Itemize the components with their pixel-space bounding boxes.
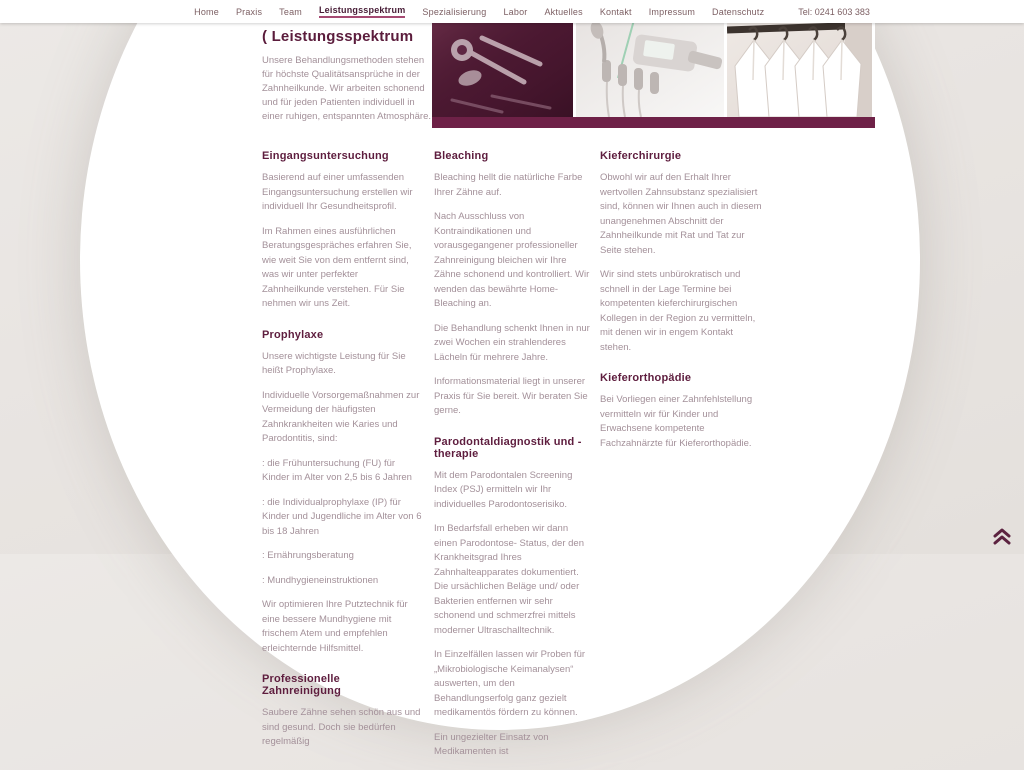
services-column-1: [262, 150, 422, 760]
page-title: ( Leistungsspektrum: [262, 28, 414, 45]
section-title-prophylaxe: Prophylaxe: [262, 328, 324, 341]
nav-item-kontakt[interactable]: Kontakt: [599, 6, 632, 17]
banner-maroon-bar: [432, 117, 875, 128]
scroll-to-top-button[interactable]: [990, 524, 1014, 548]
photo-dental-drills: [432, 20, 573, 117]
section-title-kieferchirurgie: Kieferchirurgie: [600, 150, 682, 162]
section-paragraph: Wir sind stets unbürokratisch und schnell in der Lage Termine bei kompetenten kieferchirurgischen Kollegen in der Region zu vermitteln, mit denen wir in engem Kontakt stehen.: [600, 269, 756, 353]
section-paragraph: Unsere wichtigste Leistung für Sie heißt Prophylaxe.: [262, 350, 406, 376]
services-column-2: [434, 150, 592, 770]
section-paragraph: Mit dem Parodontalen Screening Index (PSJ) ermitteln wir Ihr individuelles Parodontoserisiko.: [434, 469, 573, 510]
nav-item-leistungsspektrum[interactable]: Leistungsspektrum: [319, 5, 405, 18]
section-paragraph: : die Individualprophylaxe (IP) für Kinder und Jugendliche im Alter von 6 bis 18 Jahren: [262, 496, 422, 537]
section-paragraph: Obwohl wir auf den Erhalt Ihrer wertvollen Zahnsubstanz spezialisiert sind, können wir Ihnen auch in diesem unangenehmen Abschnitt der Zahnheilkunde mit Rat und Tat zur Seite stehen.: [600, 172, 762, 256]
nav-item-datenschutz[interactable]: Datenschutz: [712, 6, 765, 17]
section-title-eingangsuntersuchung: Eingangsuntersuchung: [262, 150, 389, 162]
section-paragraph: Wir optimieren Ihre Putztechnik für eine bessere Mundhygiene mit frischem Atem und empfehlen erleichternde Hilfsmittel.: [262, 599, 408, 654]
nav-item-team[interactable]: Team: [279, 6, 302, 17]
section-paragraph: : Mundhygieneinstruktionen: [262, 574, 379, 586]
main-nav: [194, 5, 870, 18]
nav-item-home[interactable]: Home: [194, 6, 219, 17]
section-paragraph: : Ernährungsberatung: [262, 550, 354, 561]
section-paragraph: Bei Vorliegen einer Zahnfehlstellung vermitteln wir für Kinder und Erwachsene kompetente Fachzahnärzte für Kieferorthopädie.: [600, 394, 753, 449]
chevron-double-up-icon: [993, 528, 1011, 545]
photo-lab-coats: [727, 20, 872, 117]
section-paragraph: Saubere Zähne sehen schön aus und sind gesund. Doch sie bedürfen regelmäßig: [262, 707, 421, 747]
section-paragraph: Ein ungezielter Einsatz von Medikamenten ist: [434, 731, 549, 757]
section-paragraph: Nach Ausschluss von Kontraindikationen und vorausgegangener professioneller Zahnreinigung bleichen wir Ihre Zähne schonend und kontrolliert. Wir wenden das bewährte Home-Bleaching an.: [434, 211, 590, 309]
top-navigation-bar: [0, 0, 1024, 23]
section-paragraph: : die Frühuntersuchung (FU) für Kinder im Alter von 2,5 bis 6 Jahren: [262, 457, 412, 483]
section-paragraph: Informationsmaterial liegt in unserer Praxis für Sie bereit. Wir beraten Sie gerne.: [434, 376, 588, 416]
intro-text: Unsere Behandlungsmethoden stehen für höchste Qualitätsansprüche in der Zahnheilkunde. Wir arbeiten schonend und für jeden Patienten individuell in einer ruhigen, entspannten Atmosphäre.: [262, 55, 432, 122]
section-title-kieferorthopaedie: Kieferorthopädie: [600, 372, 692, 384]
nav-item-praxis[interactable]: Praxis: [235, 6, 263, 17]
section-title-professionelle-zahnreinigung: Professionelle Zahnreinigung: [262, 673, 341, 697]
phone-number[interactable]: Tel: 0241 603 383: [798, 6, 870, 17]
nav-item-impressum[interactable]: Impressum: [648, 6, 696, 17]
intro-block: [262, 28, 434, 124]
section-paragraph: Basierend auf einer umfassenden Eingangsuntersuchung erstellen wir individuell Ihr Gesundheitsprofil.: [262, 172, 413, 212]
section-paragraph: In Einzelfällen lassen wir Proben für „Mikrobiologische Keimanalysen“ auswerten, um den Behandlungserfolg ganz gezielt medikamentös fördern zu können.: [434, 649, 586, 718]
nav-item-aktuelles[interactable]: Aktuelles: [544, 6, 583, 17]
section-title-parodontaldiagnostik: Parodontaldiagnostik und -therapie: [434, 435, 582, 460]
section-title-bleaching: Bleaching: [434, 150, 489, 162]
nav-item-spezialisierung[interactable]: Spezialisierung: [422, 6, 487, 17]
section-paragraph: Im Rahmen eines ausführlichen Beratungsgespräches erfahren Sie, wie weit Sie von dem entfernt sind, was wir unter perfekter Zahnheilkunde verstehen. Für Sie nehmen wir uns Zeit.: [262, 225, 412, 309]
banner: [432, 20, 875, 128]
section-paragraph: Bleaching hellt die natürliche Farbe Ihrer Zähne auf.: [434, 172, 583, 198]
section-paragraph: Die Behandlung schenkt Ihnen in nur zwei Wochen ein strahlenderes Lächeln für mehrere Jahre.: [434, 322, 590, 363]
banner-photo-strip: [432, 20, 875, 117]
section-paragraph: Im Bedarfsfall erheben wir dann einen Parodontose- Status, der den Krankheitsgrad Ihres Zahnhalteapparates dokumentiert. Die ursächlichen Beläge und/ oder Bakterien entfernen wir sehr schonend und schmerzfrei mittels moderner Ultraschalltechnik.: [434, 523, 584, 636]
services-column-3: [600, 150, 766, 461]
section-paragraph: Individuelle Vorsorgemaßnahmen zur Vermeidung der häufigsten Zahnkrankheiten wie Karies und Parodontitis, sind:: [262, 389, 420, 444]
nav-item-labor[interactable]: Labor: [503, 6, 528, 17]
photo-treatment-unit: [576, 20, 724, 117]
